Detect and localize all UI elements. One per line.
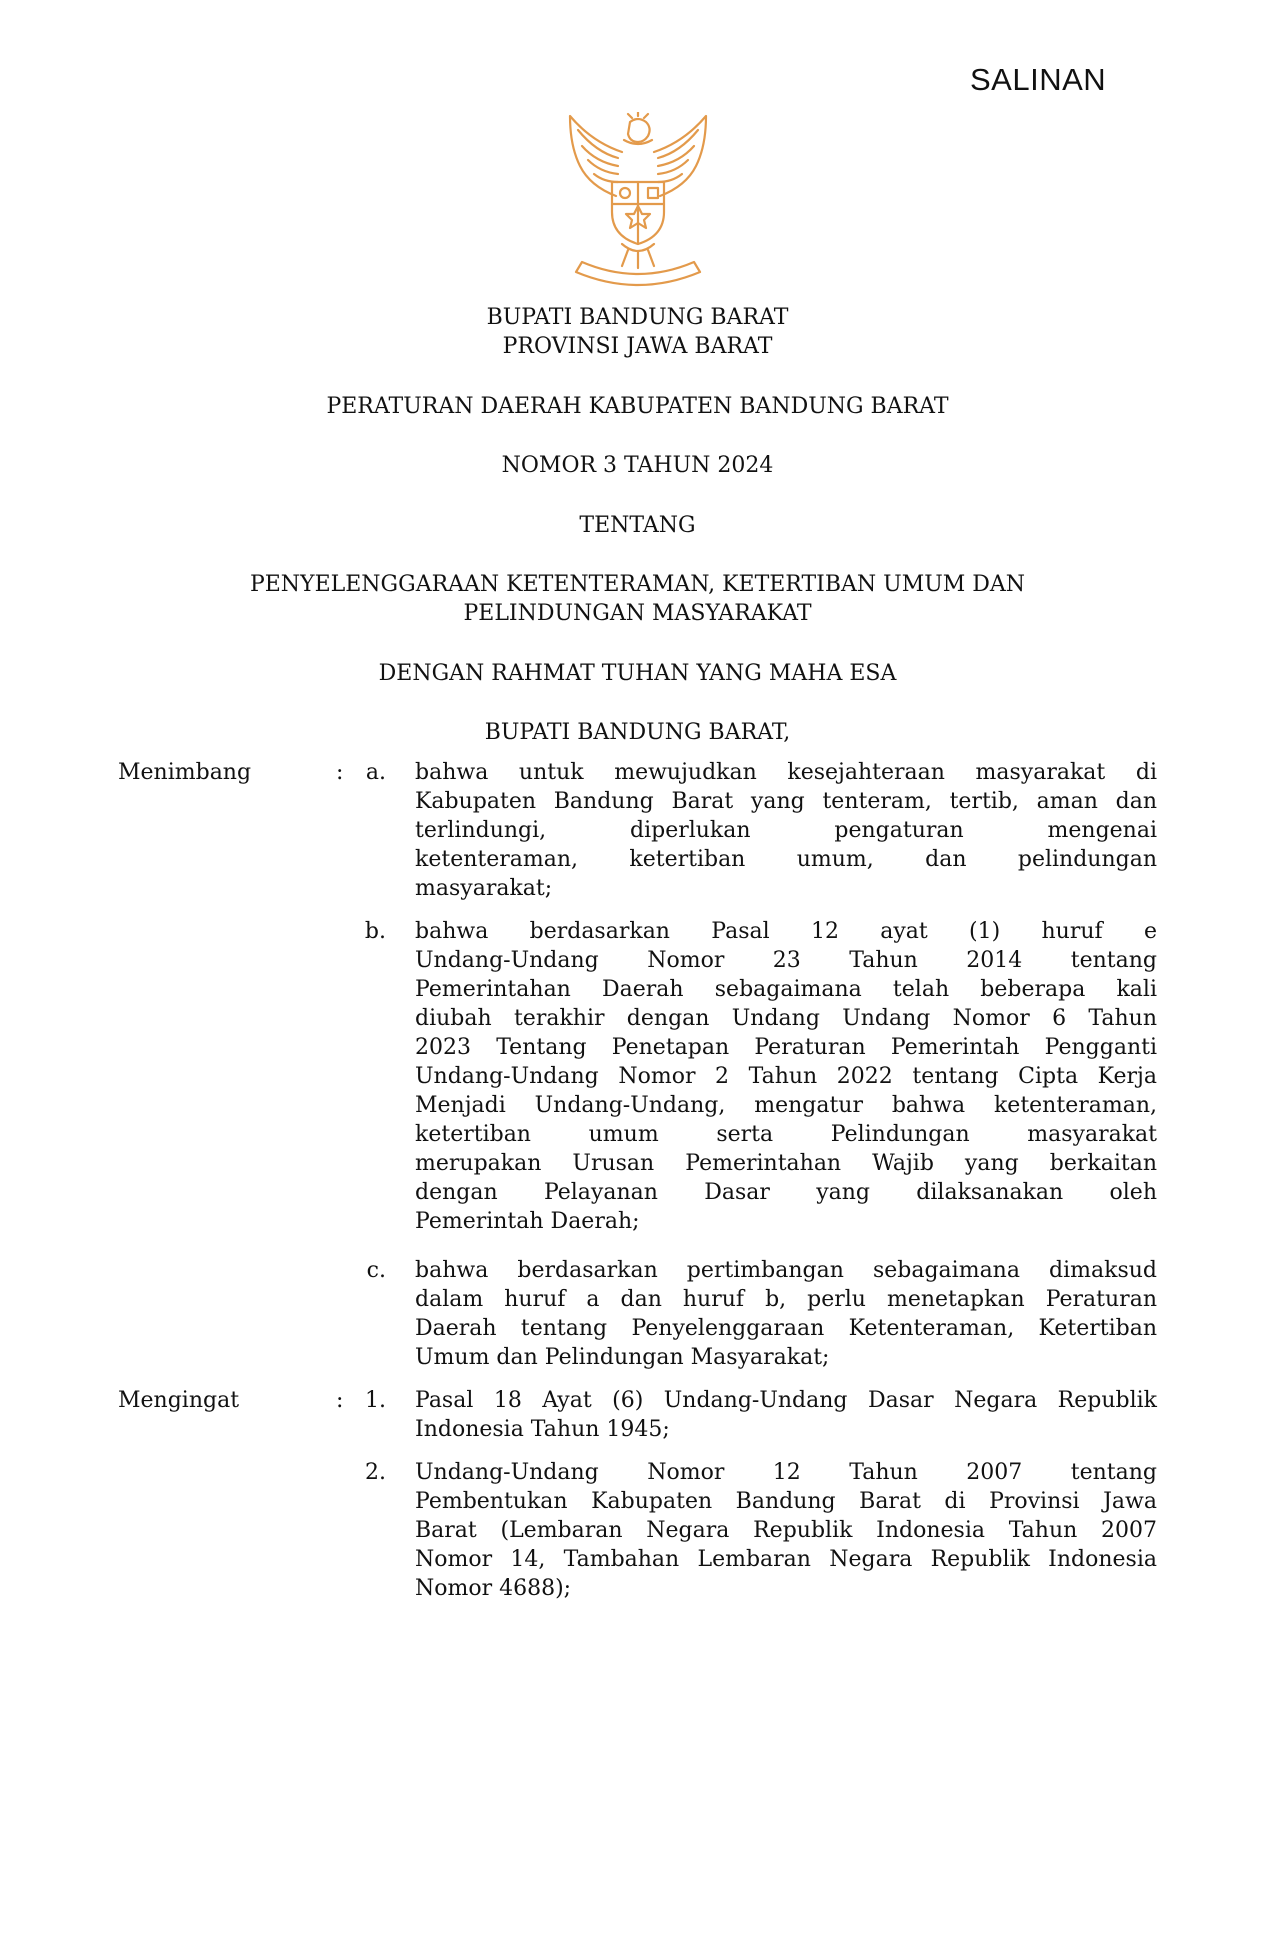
salinan-stamp: SALINAN bbox=[970, 62, 1107, 97]
item-text: bahwa berdasarkan Pasal 12 ayat (1) huruf e Undang-Undang Nomor 23 Tahun 2014 tentang Pemerintahan Daerah sebagaimana telah beberapa kali diubah terakhir dengan Undang Undang Nomor 6 Tahun 2023 Tentang Penetapan Peraturan Pemerintah Pengganti Undang-Undang Nomor 2 Tahun 2022 tentang Cipta Kerja Menjadi Undang-Undang, mengatur bahwa ketenteraman, ketertiban umum serta Pelindungan masyarakat merupakan Urusan Pemerintahan Wajib yang berkaitan dengan Pelayanan Dasar yang dilaksanakan oleh Pemerintah Daerah; bbox=[415, 919, 1157, 1234]
about-heading: TENTANG bbox=[579, 513, 696, 538]
menimbang-label: Menimbang bbox=[118, 760, 252, 785]
item-marker: b. bbox=[364, 919, 386, 944]
item-text: Pasal 18 Ayat (6) Undang-Undang Dasar Negara Republik Indonesia Tahun 1945; bbox=[415, 1388, 1157, 1442]
subject-line-2: PELINDUNGAN MASYARAKAT bbox=[463, 601, 812, 626]
blessing-line: DENGAN RAHMAT TUHAN YANG MAHA ESA bbox=[378, 661, 897, 686]
item-marker: 1. bbox=[365, 1388, 386, 1413]
regulation-title: PERATURAN DAERAH KABUPATEN BANDUNG BARAT bbox=[326, 394, 949, 419]
mengingat-label: Mengingat bbox=[118, 1388, 240, 1413]
item-marker: c. bbox=[366, 1258, 386, 1283]
item-text: bahwa berdasarkan pertimbangan sebagaimana dimaksud dalam huruf a dan huruf b, perlu menetapkan Peraturan Daerah tentang Penyelenggaraan Ketenteraman, Ketertiban Umum dan Pelindungan Masyarakat; bbox=[415, 1258, 1157, 1370]
header-line-2: PROVINSI JAWA BARAT bbox=[502, 334, 773, 359]
item-marker: 2. bbox=[365, 1460, 386, 1485]
item-text: Undang-Undang Nomor 12 Tahun 2007 tentang Pembentukan Kabupaten Bandung Barat di Provinsi Jawa Barat (Lembaran Negara Republik Indonesia Tahun 2007 Nomor 14, Tambahan Lembaran Negara Republik Indonesia Nomor 4688); bbox=[415, 1460, 1157, 1601]
mengingat-colon: : bbox=[336, 1388, 344, 1413]
header-line-1: BUPATI BANDUNG BARAT bbox=[486, 305, 789, 330]
subject-line-1: PENYELENGGARAAN KETENTERAMAN, KETERTIBAN UMUM DAN bbox=[249, 572, 1026, 597]
garuda-pancasila-emblem bbox=[548, 112, 728, 292]
item-text: bahwa untuk mewujudkan kesejahteraan masyarakat di Kabupaten Bandung Barat yang tenteram, tertib, aman dan terlindungi, diperlukan pengaturan mengenai ketenteraman, ketertiban umum, dan pelindungan masyarakat; bbox=[415, 760, 1157, 901]
regulation-number: NOMOR 3 TAHUN 2024 bbox=[501, 453, 774, 478]
menimbang-colon: : bbox=[336, 760, 344, 785]
official-line: BUPATI BANDUNG BARAT, bbox=[484, 720, 791, 745]
item-marker: a. bbox=[365, 760, 386, 785]
